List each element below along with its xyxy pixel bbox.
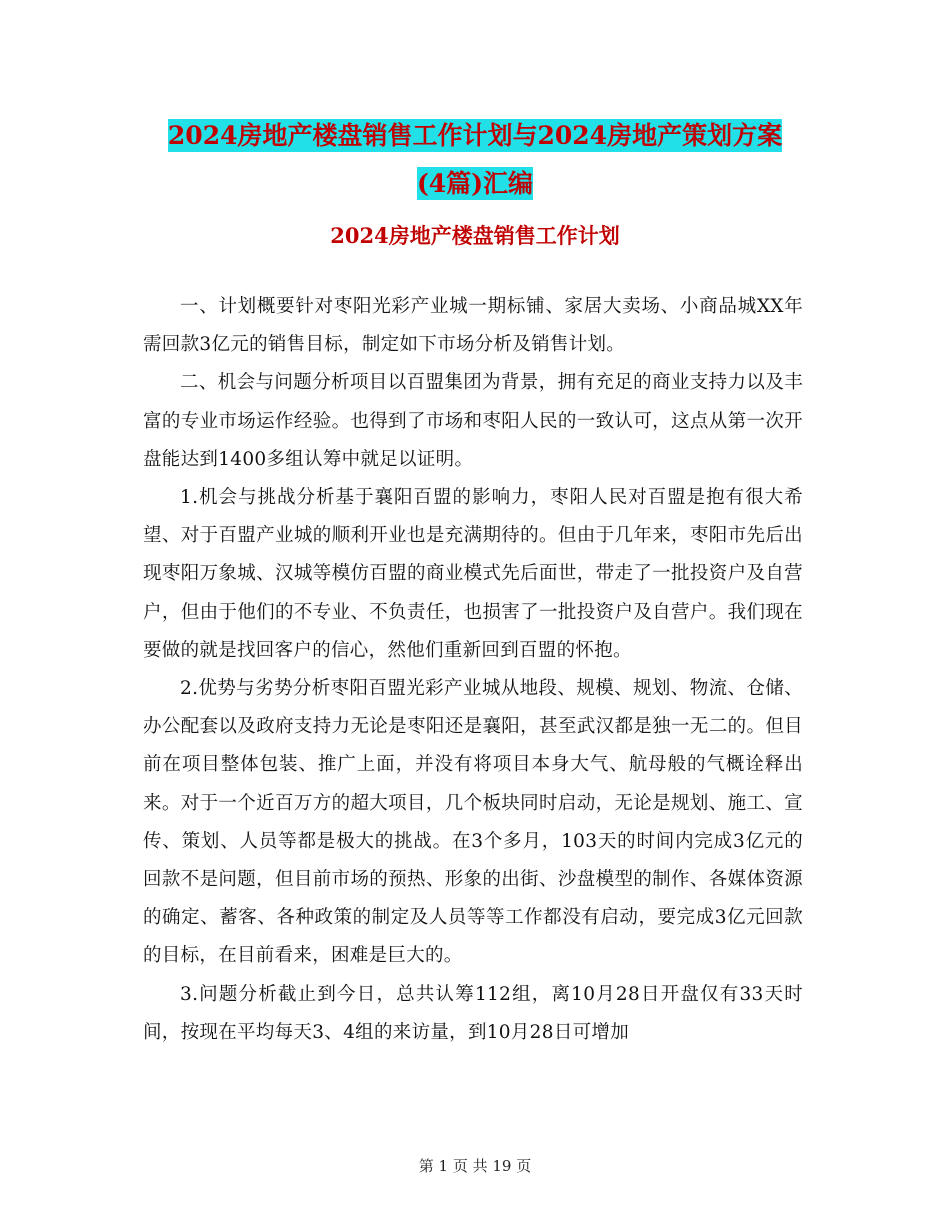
- section-title: 2024房地产楼盘销售工作计划: [330, 223, 620, 248]
- title-line-2: (4篇)汇编: [416, 169, 534, 198]
- paragraph: 3.问题分析截止到今日，总共认筹112组，离10月28日开盘仅有33天时间，按现在平均每天3、4组的来访量，到10月28日可增加: [143, 983, 803, 1043]
- title-line-1: 2024房地产楼盘销售工作计划与2024房地产策划方案: [167, 121, 783, 150]
- paragraph: 一、计划概要针对枣阳光彩产业城一期标铺、家居大卖场、小商品城XX年需回款3亿元的销售目标，制定如下市场分析及销售计划。: [143, 296, 803, 356]
- paragraph: 1.机会与挑战分析基于襄阳百盟的影响力，枣阳人民对百盟是抱有很大希望、对于百盟产业城的顺利开业也是充满期待的。但由于几年来，枣阳市先后出现枣阳万象城、汉城等模仿百盟的商业模式先后面世，带走了一批投资户及自营户，但由于他们的不专业、不负责任，也损害了一批投资户及自营户。我们现在要做的就是找回客户的信心，然他们重新回到百盟的怀抱。: [143, 487, 803, 661]
- paragraph: 二、机会与问题分析项目以百盟集团为背景，拥有充足的商业支持力以及丰富的专业市场运作经验。也得到了市场和枣阳人民的一致认可，这点从第一次开盘能达到1400多组认筹中就足以证明。: [143, 372, 803, 470]
- document-body: [143, 288, 803, 1052]
- paragraph: 2.优势与劣势分析枣阳百盟光彩产业城从地段、规模、规划、物流、仓储、办公配套以及政府支持力无论是枣阳还是襄阳，甚至武汉都是独一无二的。但目前在项目整体包装、推广上面，并没有将项目本身大气、航母般的气概诠释出来。对于一个近百万方的超大项目，几个板块同时启动，无论是规划、施工、宣传、策划、人员等都是极大的挑战。在3个多月，103天的时间内完成3亿元的回款不是问题，但目前市场的预热、形象的出街、沙盘模型的制作、各媒体资源的确定、蓄客、各种政策的制定及人员等等工作都没有启动，要完成3亿元回款的目标，在目前看来，困难是巨大的。: [143, 678, 803, 967]
- page-footer: 第 1 页 共 19 页: [418, 1157, 532, 1175]
- document-title: [100, 112, 850, 208]
